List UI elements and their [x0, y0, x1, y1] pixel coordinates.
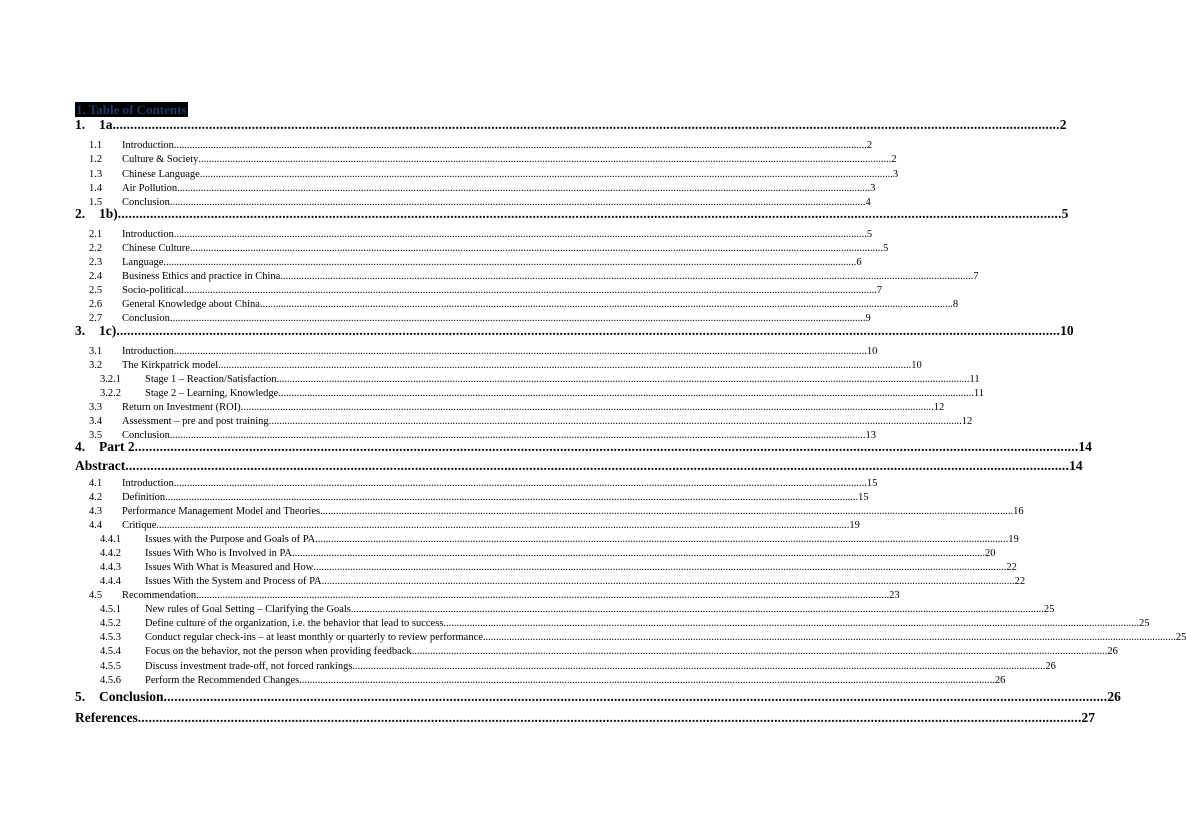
toc-entry-number: 1.4 [89, 183, 103, 194]
toc-entry-label: Perform the Recommended Changes. [145, 675, 302, 686]
toc-entry[interactable] [89, 256, 862, 270]
toc-entry-page: 14 [1069, 458, 1083, 473]
toc-entry[interactable] [75, 709, 1096, 727]
toc-entry[interactable] [89, 298, 959, 312]
toc-entry-page: 25 [1175, 632, 1186, 643]
toc-entry-page: 27 [1081, 710, 1096, 725]
toc-entry-label: Definition [122, 492, 166, 503]
toc-leader-dots [184, 284, 877, 298]
toc-entry-page: 5 [1061, 206, 1069, 221]
toc-entry-number: 4.5.6 [100, 675, 121, 686]
toc-entry-label: Issues with the Purpose and Goals of PA [145, 534, 316, 545]
toc-leader-dots [320, 505, 1013, 519]
toc-entry[interactable] [89, 182, 876, 196]
toc-entry[interactable] [89, 491, 869, 505]
toc-entry-number: 4.3 [89, 506, 103, 517]
toc-leader-dots [116, 322, 1060, 340]
toc-entry-label: Discuss investment trade-off, not forced rankings [145, 661, 353, 672]
toc-entry[interactable] [100, 617, 1150, 631]
toc-entry-label: Performance Management Model and Theories [122, 506, 321, 517]
toc-entry-page: 10 [1060, 323, 1074, 338]
toc-entry-number: 3.3 [89, 402, 103, 413]
toc-entry[interactable] [89, 359, 922, 373]
toc-entry-number: 4.2 [89, 492, 103, 503]
toc-leader-dots [351, 603, 1044, 617]
toc-entry-page: 2 [866, 140, 873, 151]
toc-entry-label: Critique [122, 520, 157, 531]
toc-entry-page: 25 [1043, 604, 1055, 615]
toc-leader-dots [135, 438, 1079, 456]
toc-entry-number: 4.4 [89, 520, 103, 531]
toc-entry[interactable] [89, 242, 889, 256]
toc-leader-dots [218, 359, 911, 373]
toc-entry-number: 4.4.4 [100, 576, 121, 587]
toc-entry-number: 2. [75, 206, 86, 221]
toc-leader-dots [352, 660, 1045, 674]
toc-entry-page: 22 [1014, 576, 1026, 587]
toc-heading: 1. Table of Contents [76, 102, 187, 117]
toc-entry[interactable] [89, 505, 1024, 519]
toc-entry[interactable] [100, 603, 1055, 617]
toc-entry-number: 3.2.1 [100, 374, 121, 385]
toc-entry-number: 1.3 [89, 169, 103, 180]
toc-entry-page: 15 [858, 492, 869, 503]
toc-entry-label: 1c) [99, 323, 117, 338]
toc-entry-page: 2 [1059, 117, 1067, 132]
toc-entry-label: Conduct regular check-ins – at least monthly or quarterly to review performance [145, 632, 483, 643]
toc-entry-number: 2.1 [89, 229, 103, 240]
toc-entry[interactable] [100, 533, 1019, 547]
toc-leader-dots [165, 491, 858, 505]
toc-entry-number: 3. [75, 323, 86, 338]
toc-entry-number: 1. [75, 117, 86, 132]
toc-leader-dots [198, 153, 891, 167]
toc-entry[interactable] [75, 116, 1067, 134]
toc-entry-page: 10 [911, 360, 922, 371]
toc-leader-dots [200, 168, 893, 182]
toc-entry-page: 5 [882, 243, 889, 254]
toc-entry[interactable] [75, 457, 1083, 475]
toc-entry-page: 13 [865, 430, 876, 441]
toc-entry[interactable] [75, 205, 1069, 223]
toc-entry[interactable] [89, 153, 897, 167]
toc-entry-label: New rules of Goal Setting – Clarifying the Goals [145, 604, 351, 615]
toc-entry-label: Air Pollution [122, 183, 178, 194]
toc-entry-label: Conclusion [99, 689, 164, 704]
toc-leader-dots [483, 631, 1176, 645]
toc-entry-label: Stage 1 – Reaction/Satisfaction [145, 374, 277, 385]
toc-leader-dots [322, 575, 1015, 589]
toc-leader-dots [315, 533, 1008, 547]
toc-leader-dots [260, 298, 953, 312]
toc-entry-number: 2.4 [89, 271, 103, 282]
toc-leader-dots [138, 709, 1082, 727]
toc-leader-dots [280, 270, 973, 284]
toc-leader-dots [414, 645, 1107, 659]
toc-entry-number: 2.7 [89, 313, 103, 324]
toc-entry[interactable] [100, 373, 980, 387]
toc-entry-number: 3.1 [89, 346, 103, 357]
toc-leader-dots [164, 688, 1108, 706]
toc-entry-label: Chinese Language [122, 169, 200, 180]
toc-entry-label: Introduction [122, 346, 174, 357]
toc-entry[interactable] [89, 228, 873, 242]
toc-entry-page: 16 [1013, 506, 1024, 517]
toc-entry-number: 2.5 [89, 285, 103, 296]
toc-entry-number: 4.5.4 [100, 646, 121, 657]
toc-entry-label: Part 2 [99, 439, 135, 454]
toc-entry-page: 2 [891, 154, 897, 165]
toc-entry[interactable] [75, 322, 1074, 340]
toc-entry-page: 3 [892, 169, 899, 180]
toc-leader-dots [116, 116, 1060, 134]
toc-entry-label: Issues With the System and Process of PA [145, 576, 322, 587]
toc-entry-page: 12 [933, 402, 945, 413]
toc-entry-number: 3.4 [89, 416, 103, 427]
toc-leader-dots [281, 387, 974, 401]
toc-entry-label: 1a. [99, 117, 116, 132]
toc-leader-dots [163, 256, 856, 270]
toc-entry[interactable] [100, 547, 996, 561]
toc-entry-page: 10 [866, 346, 878, 357]
toc-entry-label: Introduction [122, 140, 174, 151]
toc-entry-page: 25 [1139, 618, 1150, 629]
toc-entry[interactable] [100, 660, 1056, 674]
toc-entry[interactable] [100, 387, 985, 401]
toc-entry-number: 4.5.2 [100, 618, 121, 629]
toc-leader-dots [302, 674, 995, 688]
toc-leader-dots [313, 561, 1006, 575]
toc-entry-page: 26 [1107, 646, 1118, 657]
toc-entry-page: 12 [961, 416, 973, 427]
toc-entry-page: 5 [866, 229, 873, 240]
toc-entry-number: 4. [75, 439, 86, 454]
toc-entry-label: Introduction [122, 229, 174, 240]
toc-entry[interactable] [100, 674, 1006, 688]
toc-entry-label: Conclusion. [122, 197, 173, 208]
toc-entry-label: Culture & Society [122, 154, 199, 165]
toc-entry-number: 4.5.1 [100, 604, 121, 615]
toc-entry[interactable] [75, 688, 1121, 706]
toc-entry-number: 2.3 [89, 257, 103, 268]
toc-entry[interactable] [89, 415, 973, 429]
toc-leader-dots [174, 477, 867, 491]
toc-entry-number: 4.4.1 [100, 534, 121, 545]
toc-entry-number: 2.6 [89, 299, 103, 310]
toc-leader-dots [125, 457, 1069, 475]
toc-entry-label: Define culture of the organization, i.e. the behavior that lead to success. [145, 618, 446, 629]
toc-entry-number: 4.1 [89, 478, 103, 489]
toc-entry-label: Conclusion. [122, 313, 173, 324]
toc-entry[interactable] [89, 168, 899, 182]
toc-entry-label: Conclusion. [122, 430, 173, 441]
toc-entry-label: Issues With What is Measured and How [145, 562, 314, 573]
toc-entry-number: 3.5 [89, 430, 103, 441]
toc-entry[interactable] [89, 284, 883, 298]
toc-entry-number: 1.5 [89, 197, 103, 208]
toc-entry-page: 7 [973, 271, 979, 282]
toc-entry[interactable] [89, 345, 878, 359]
toc-leader-dots [241, 401, 934, 415]
toc-leader-dots [190, 242, 883, 256]
toc-entry-label: Focus on the behavior, not the person when providing feedback. [145, 646, 415, 657]
toc-entry-number: 4.5.3 [100, 632, 121, 643]
toc-entry-label: References [75, 710, 138, 725]
toc-leader-dots [174, 345, 867, 359]
toc-entry-label: Language [122, 257, 164, 268]
toc-entry-page: 19 [1008, 534, 1019, 545]
toc-entry-number: 4.5.5 [100, 661, 121, 672]
toc-entry-number: 3.2.2 [100, 388, 121, 399]
toc-entry-page: 22 [1006, 562, 1017, 573]
toc-entry[interactable] [89, 139, 873, 153]
toc-entry-page: 14 [1078, 439, 1092, 454]
toc-entry-page: 3 [870, 183, 876, 194]
toc-leader-dots [269, 415, 962, 429]
toc-entry-label: General Knowledge about China [122, 299, 260, 310]
toc-entry-label: Socio-political [122, 285, 184, 296]
toc-leader-dots [118, 205, 1062, 223]
toc-entry[interactable] [75, 438, 1092, 456]
toc-entry-page: 11 [973, 388, 985, 399]
toc-entry-label: Return on Investment (ROI) [122, 402, 241, 413]
toc-entry[interactable] [100, 575, 1026, 589]
toc-entry-number: 4.4.2 [100, 548, 121, 559]
toc-entry[interactable] [89, 519, 860, 533]
toc-entry-label: Introduction [122, 478, 174, 489]
toc-entry-label: Assessment – pre and post training [122, 416, 269, 427]
toc-entry-label: Stage 2 – Learning, Knowledge. [145, 388, 281, 399]
toc-entry-page: 26 [1045, 661, 1056, 672]
toc-entry-label: The Kirkpatrick model [122, 360, 219, 371]
toc-entry-page: 19 [849, 520, 860, 531]
toc-entry[interactable] [89, 401, 945, 415]
toc-leader-dots [177, 182, 870, 196]
toc-entry-page: 7 [876, 285, 883, 296]
toc-entry-page: 23 [889, 590, 900, 601]
toc-entry-page: 26 [1107, 689, 1121, 704]
toc-entry-number: 4.4.3 [100, 562, 121, 573]
toc-entry-page: 26 [994, 675, 1006, 686]
toc-entry-number: 4.5 [89, 590, 103, 601]
toc-leader-dots [156, 519, 849, 533]
toc-leader-dots [196, 589, 889, 603]
toc-entry-label: Issues With Who is Involved in PA [145, 548, 292, 559]
toc-entry-page: 6 [856, 257, 862, 268]
toc-entry-page: 9 [865, 313, 871, 324]
toc-entry-label: Abstract [75, 458, 126, 473]
toc-entry[interactable] [89, 270, 979, 284]
toc-leader-dots [277, 373, 970, 387]
toc-leader-dots [174, 139, 867, 153]
toc-leader-dots [174, 228, 867, 242]
toc-entry-label: Recommendation [122, 590, 197, 601]
toc-entry-number: 1.1 [89, 140, 103, 151]
toc-entry-page: 4 [865, 197, 871, 208]
toc-entry-page: 11 [969, 374, 980, 385]
toc-entry-label: Chinese Culture [122, 243, 190, 254]
toc-entry-number: 5. [75, 689, 86, 704]
toc-leader-dots [292, 547, 985, 561]
toc-entry-number: 3.2 [89, 360, 103, 371]
toc-entry-number: 1.2 [89, 154, 103, 165]
toc-entry[interactable] [100, 561, 1017, 575]
toc-entry[interactable] [89, 589, 900, 603]
toc-leader-dots [446, 617, 1139, 631]
toc-entry[interactable] [89, 477, 878, 491]
toc-entry[interactable] [100, 631, 1186, 645]
toc-entry-number: 2.2 [89, 243, 103, 254]
toc-entry-label: 1b) [99, 206, 118, 221]
toc-entry-page: 15 [866, 478, 878, 489]
toc-entry-label: Business Ethics and practice in China [122, 271, 281, 282]
toc-entry[interactable] [100, 645, 1118, 659]
toc-entry-page: 20 [984, 548, 996, 559]
toc-entry-page: 8 [952, 299, 959, 310]
